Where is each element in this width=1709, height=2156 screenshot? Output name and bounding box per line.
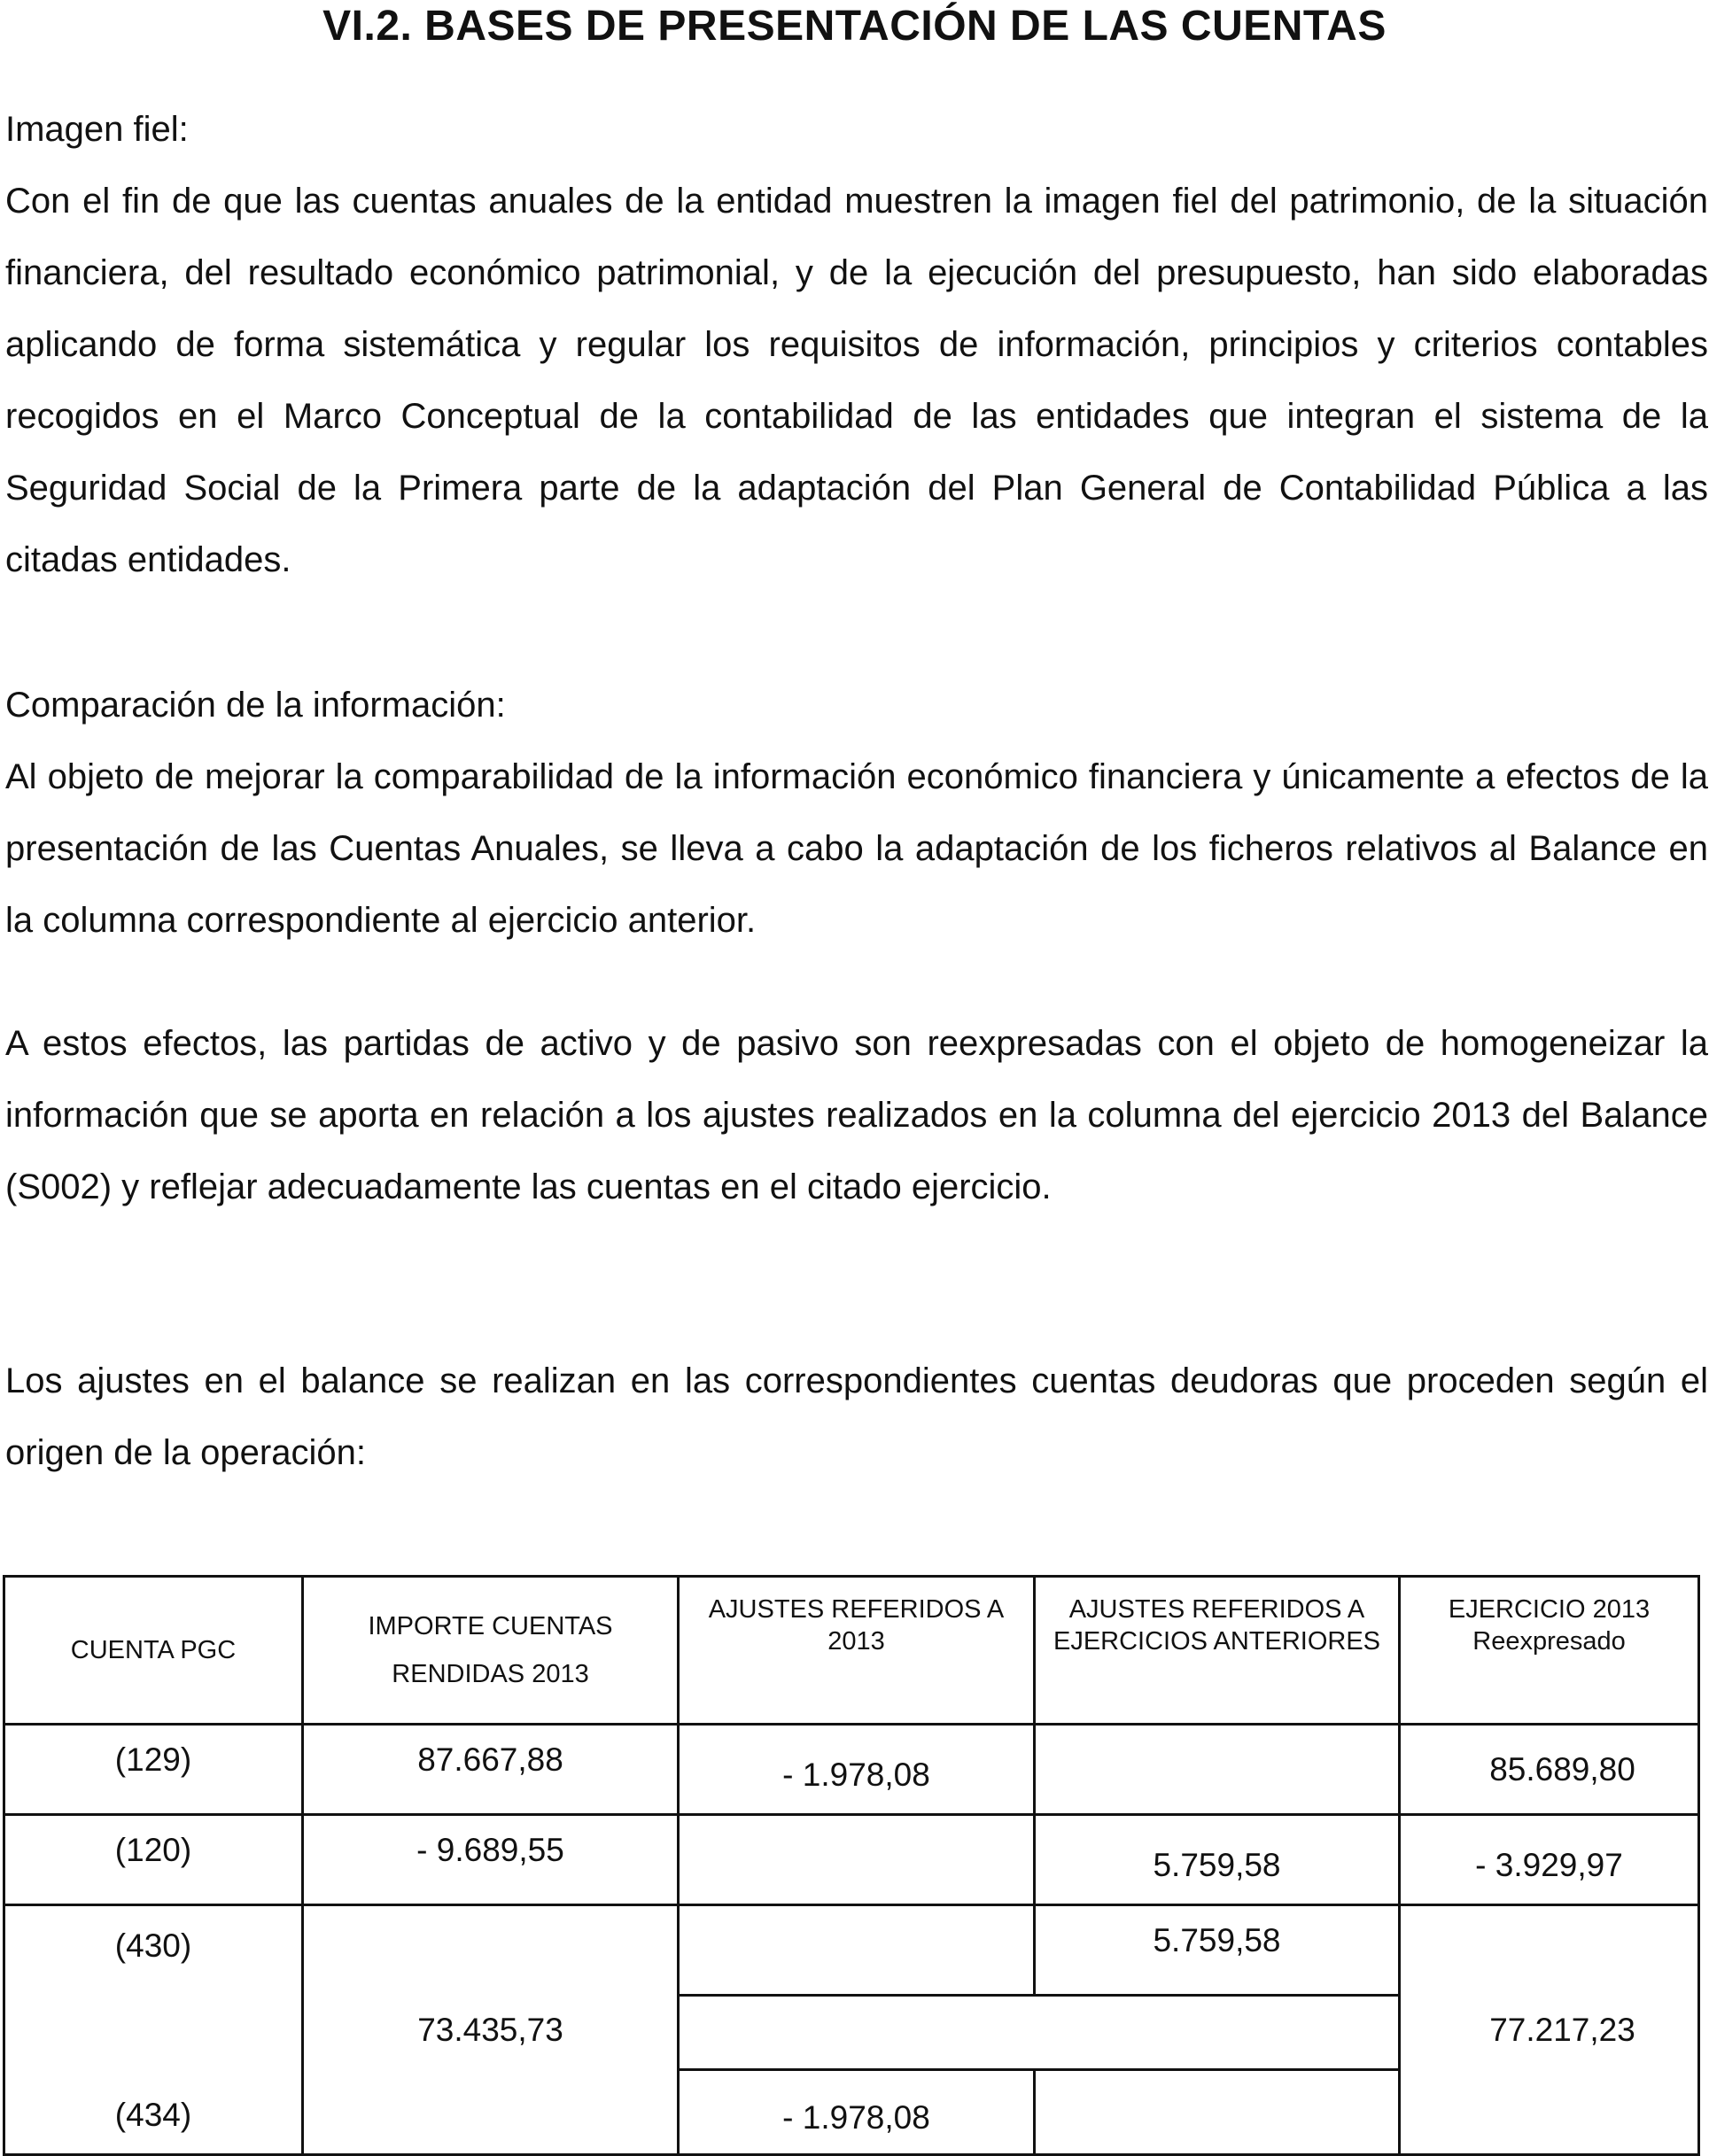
comparacion-heading: Comparación de la información: bbox=[5, 686, 506, 725]
cell-importe-group: 73.435,73 bbox=[303, 1905, 679, 2155]
comparacion-paragraph-2: A estos efectos, las partidas de activo y de pasivo son reexpresadas con el objeto de homogeneizar la información que se aporta en relación a los ajustes realizados en la columna del ejercicio 2013 del Balance (S002) y reflejar adecuadamente las cuentas en el citado ejercicio. bbox=[5, 1024, 1708, 1206]
table-row bbox=[4, 1905, 1699, 1996]
cell-cuenta: (129) bbox=[4, 1725, 303, 1815]
imagen-fiel-paragraph: Con el fin de que las cuentas anuales de la entidad muestren la imagen fiel del patrimonio, de la situación financiera, del resultado económico patrimonial, y de la ejecución del presupuesto, han sido elaboradas aplicando de forma sistemática y regular los requisitos de información, principios y criterios contables recogidos en el Marco Conceptual de la contabilidad de las entidades que integran el sistema de la Seguridad Social de la Primera parte de la adaptación del Plan General de Contabilidad Pública a las citadas entidades. bbox=[5, 182, 1708, 579]
header-importe: IMPORTE CUENTAS RENDIDAS 2013 bbox=[303, 1577, 679, 1725]
adjustments-table bbox=[3, 1575, 1700, 2156]
table-row bbox=[4, 1815, 1699, 1905]
cell-ajustes-2013-434: - 1.978,08 bbox=[679, 2070, 1035, 2155]
header-ajustes-2013: AJUSTES REFERIDOS A 2013 bbox=[679, 1577, 1035, 1725]
header-cuenta-pgc: CUENTA PGC bbox=[4, 1577, 303, 1725]
cell-empty-merged bbox=[679, 1996, 1400, 2070]
cell-ajustes-2013: - 1.978,08 bbox=[679, 1725, 1035, 1815]
cell-cuenta-430: (430) bbox=[114, 1927, 192, 1964]
imagen-fiel-heading: Imagen fiel: bbox=[5, 110, 189, 149]
page-title: VI.2. BASES DE PRESENTACIÓN DE LAS CUENTAS bbox=[322, 3, 1387, 50]
table-header-row bbox=[4, 1577, 1699, 1725]
cell-reexpresado-group: 77.217,23 bbox=[1400, 1905, 1699, 2155]
table-row bbox=[4, 1725, 1699, 1815]
cell-cuenta: (120) bbox=[4, 1815, 303, 1905]
comparacion-paragraph-1: Al objeto de mejorar la comparabilidad de la información económico financiera y únicamente a efectos de la presentación de las Cuentas Anuales, se lleva a cabo la adaptación de los ficheros relativos al Balance en la columna correspondiente al ejercicio anterior. bbox=[5, 757, 1708, 940]
comparacion-paragraph-3: Los ajustes en el balance se realizan en las correspondientes cuentas deudoras que proceden según el origen de la operación: bbox=[5, 1361, 1708, 1472]
cell-ajustes-anteriores: 5.759,58 bbox=[1035, 1815, 1400, 1905]
cell-cuenta-group bbox=[4, 1905, 303, 2155]
cell-importe: 87.667,88 bbox=[303, 1725, 679, 1815]
cell-ajustes-2013-430 bbox=[679, 1905, 1035, 1996]
cell-ajustes-anteriores-434 bbox=[1035, 2070, 1400, 2155]
cell-ajustes-2013 bbox=[679, 1815, 1035, 1905]
cell-cuenta-434: (434) bbox=[114, 2097, 192, 2133]
cell-reexpresado: 85.689,80 bbox=[1400, 1725, 1699, 1815]
cell-ajustes-anteriores-430: 5.759,58 bbox=[1035, 1905, 1400, 1996]
cell-importe: - 9.689,55 bbox=[303, 1815, 679, 1905]
cell-ajustes-anteriores bbox=[1035, 1725, 1400, 1815]
cell-reexpresado: - 3.929,97 bbox=[1400, 1815, 1699, 1905]
header-ajustes-anteriores: AJUSTES REFERIDOS A EJERCICIOS ANTERIORES bbox=[1035, 1577, 1400, 1725]
header-ejercicio-reexpresado: EJERCICIO 2013 Reexpresado bbox=[1400, 1577, 1699, 1725]
